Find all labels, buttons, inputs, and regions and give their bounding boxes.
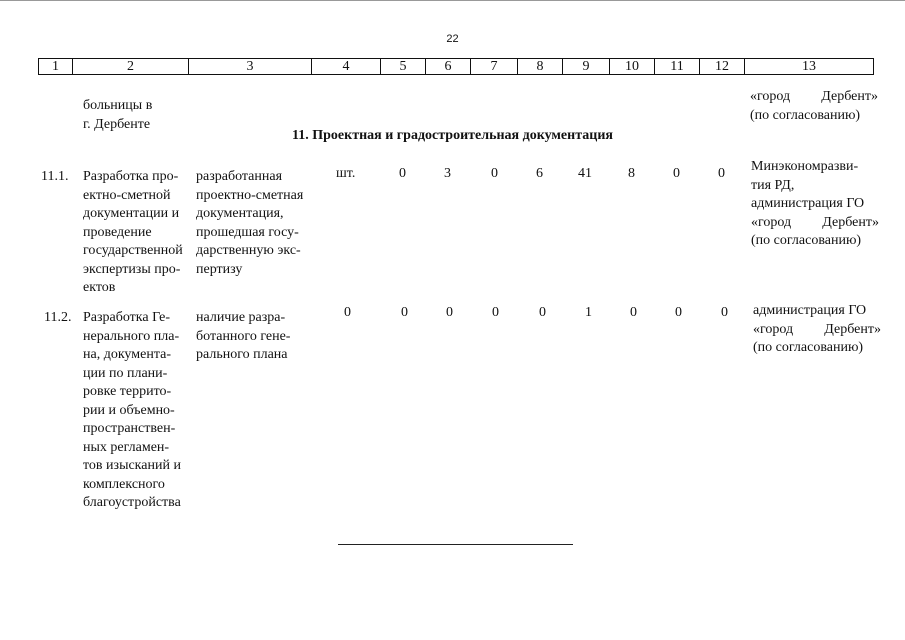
row-11-2-result: наличие разра- ботанного гене- рального плана	[196, 310, 291, 362]
row-11-1-responsible: Минэкономразви- тия РД, администрация ГО «город Дербент» (по согласованию)	[751, 159, 879, 248]
row-11-1-name: Разработка про- ектно-сметной документации и проведение государственной экспертизы про- ектов	[83, 169, 183, 295]
col-9: 9	[563, 59, 610, 75]
column-number-header	[38, 58, 874, 75]
row-11-2-number: 11.2.	[44, 310, 72, 325]
end-separator-line	[338, 544, 573, 545]
col-11: 11	[655, 59, 700, 75]
col-2: 2	[73, 59, 189, 75]
col-10: 10	[610, 59, 655, 75]
row-11-2-value: 0	[630, 305, 637, 320]
col-7: 7	[471, 59, 518, 75]
row-11-2-unit: 0	[344, 305, 351, 320]
col-3: 3	[189, 59, 312, 75]
row-11-1-value: 3	[444, 166, 451, 181]
page-number: 22	[446, 33, 459, 45]
row-11-2-value: 0	[492, 305, 499, 320]
row-11-1-unit: шт.	[336, 166, 356, 181]
row-11-1-result: разработанная проектно-сметная документация, прошедшая госу- дарственную экс- пертизу	[196, 169, 304, 277]
row-11-2-name: Разработка Ге- нерального пла- на, документа- ции по плани- ровке террито- рии и объемно- пространствен- ных регламен- тов изысканий и комплексного благоустройства	[83, 310, 181, 510]
row-11-2-value: 0	[675, 305, 682, 320]
row-11-2-value: 0	[401, 305, 408, 320]
row-11-1-value: 0	[673, 166, 680, 181]
section-title: 11. Проектная и градостроительная документация	[292, 128, 613, 143]
row-11-1-value: 8	[628, 166, 635, 181]
row-11-1-value: 41	[578, 166, 592, 181]
col-12: 12	[700, 59, 745, 75]
row-11-2-responsible: администрация ГО «город Дербент» (по согласованию)	[753, 303, 881, 355]
row-11-1-value: 0	[491, 166, 498, 181]
col-13: 13	[745, 59, 874, 75]
col-4: 4	[312, 59, 381, 75]
col-1: 1	[39, 59, 73, 75]
row-11-1-value: 6	[536, 166, 543, 181]
row-11-2-value: 0	[721, 305, 728, 320]
row-11-2-value: 0	[539, 305, 546, 320]
row-11-1-value: 0	[718, 166, 725, 181]
row-11-1-value: 0	[399, 166, 406, 181]
row-11-2-value: 0	[446, 305, 453, 320]
row-11-2-value: 1	[585, 305, 592, 320]
col-5: 5	[381, 59, 426, 75]
col-8: 8	[518, 59, 563, 75]
page-top-edge	[0, 0, 905, 1]
col-6: 6	[426, 59, 471, 75]
continued-name: больницы в г. Дербенте	[83, 98, 153, 132]
row-11-1-number: 11.1.	[41, 169, 69, 184]
continued-responsible: «город Дербент» (по согласованию)	[750, 89, 878, 123]
